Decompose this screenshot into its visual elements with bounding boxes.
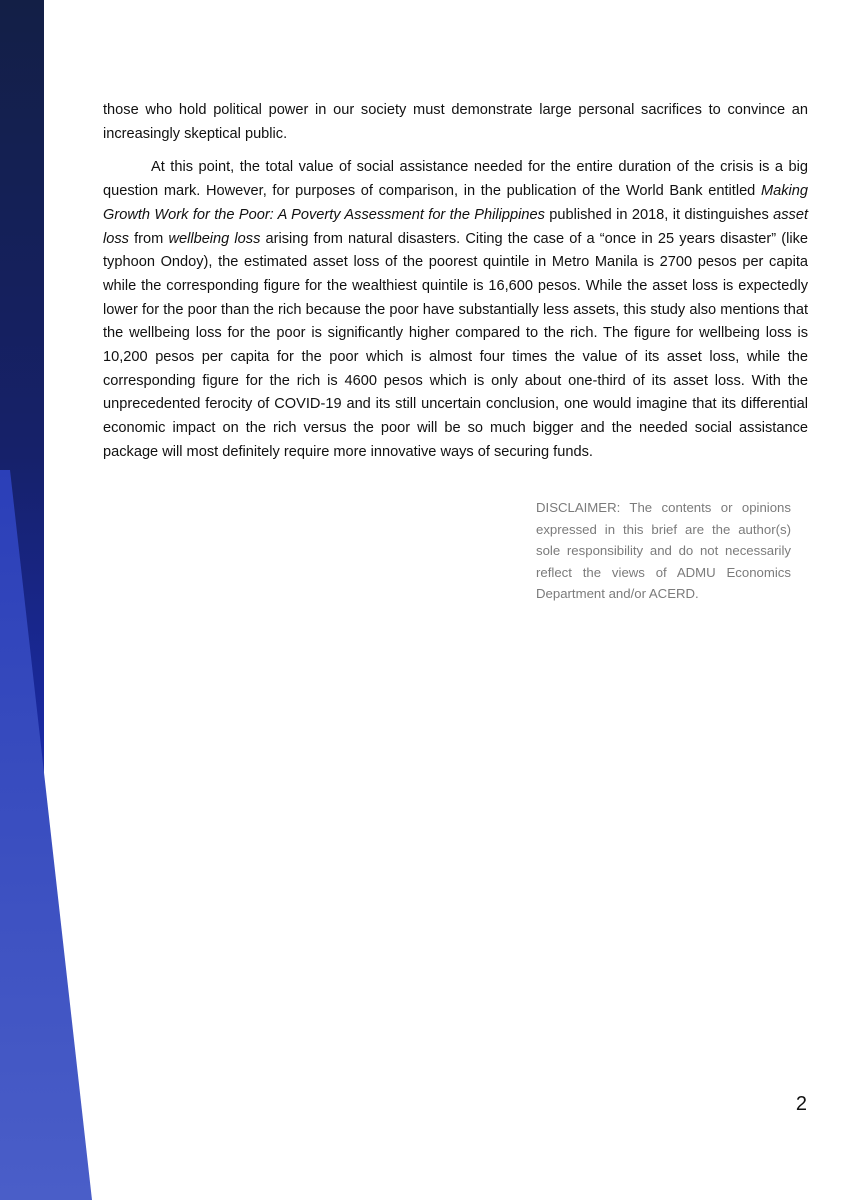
band-light-wedge: [0, 470, 92, 1200]
disclaimer-note: DISCLAIMER: The contents or opinions expressed in this brief are the author(s) sole responsibility and do not necessarily reflect the views of ADMU Economics Department and/or ACERD.: [536, 500, 791, 601]
paragraph-text-part3: from: [128, 230, 169, 247]
paragraph-text-part2: published in 2018, it distinguishes: [544, 206, 774, 223]
publication-title: Making Growth Work for the Poor: A Poverty Assessment for the Philippines: [103, 183, 808, 223]
paragraph-continuation: those who hold political power in our society must demonstrate large personal sacrifices to convince an increasingly skeptical public.: [103, 102, 808, 142]
page-number: 2: [795, 1093, 807, 1115]
left-decorative-band: [0, 0, 100, 1200]
term-wellbeing-loss: wellbeing loss: [168, 230, 261, 247]
paragraph-social-assistance: [103, 156, 808, 464]
paragraph-text-part4: arising from natural disasters. Citing the case of a “once in 25 years disaster” (like typhoon Ondoy), the estimated asset loss of the poorest quintile in Metro Manila is 2700 pesos per capita while the corresponding figure for the wealthiest quintile is 16,600 pesos. While the asset loss is expectedly lower for the poor than the rich because the poor have substantially less assets, this study also mentions that the wellbeing loss for the poor is significantly higher compared to the rich. The figure for wellbeing loss is 10,200 pesos per capita for the poor which is almost four times the value of its asset loss, while the corresponding figure for the rich is 4600 pesos which is only about one-third of its asset loss. With the unprecedented ferocity of COVID-19 and its still uncertain conclusion, one would imagine that its differential economic impact on the rich versus the poor will be so much bigger and the needed social assistance package will most definitely require more innovative ways of securing funds.: [103, 230, 809, 460]
term-asset-loss: asset loss: [103, 206, 809, 247]
paragraph-text-part1: At this point, the total value of social assistance needed for the entire duration of the crisis is a big question mark. However, for purposes of comparison, in the publication of the World Bank entitled: [103, 159, 808, 200]
left-band-graphic: [0, 0, 100, 1200]
main-content: [103, 99, 808, 475]
